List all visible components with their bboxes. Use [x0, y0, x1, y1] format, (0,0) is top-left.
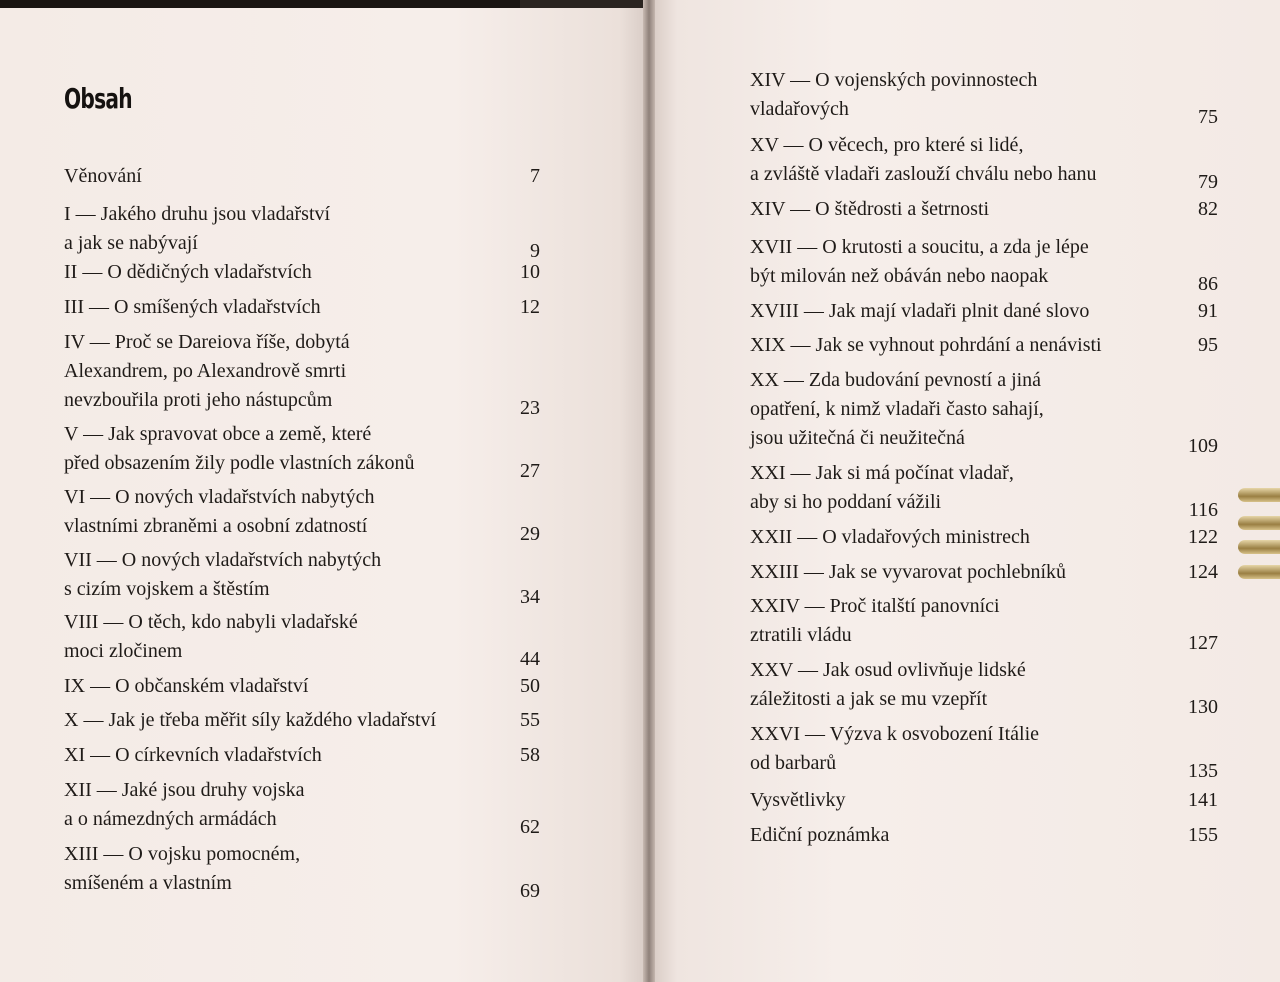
binder-clip — [1238, 565, 1280, 579]
toc-entry-title: XIV — O štědrosti a šetrnosti — [750, 198, 990, 220]
toc-entry-title: XVIII — Jak mají vladaři plnit dané slovo — [750, 300, 1090, 322]
toc-entry-title: před obsazením žily podle vlastních zákonů — [64, 452, 415, 474]
toc-entry-title: VIII — O těch, kdo nabyli vladařské — [64, 611, 358, 633]
toc-entry-title: Ediční poznámka — [750, 824, 890, 846]
toc-entry-title: IX — O občanském vladařství — [64, 675, 309, 697]
binder-clip — [1238, 540, 1280, 554]
binder-clip — [1238, 516, 1280, 530]
toc-page-number: 82 — [1198, 198, 1218, 220]
toc-entry-title: jsou užitečná či neužitečná — [750, 427, 965, 449]
toc-entry — [750, 821, 889, 850]
toc-entry — [750, 297, 1089, 326]
toc-entry-title: ztratili vládu — [750, 624, 852, 646]
toc-entry-title: Věnování — [64, 165, 142, 187]
toc-page-number: 124 — [1188, 561, 1218, 583]
toc-entry-title: moci zločinem — [64, 640, 183, 662]
toc-entry — [750, 523, 1030, 552]
toc-page-number: 155 — [1188, 824, 1218, 846]
toc-entry-title: XVII — O krutosti a soucitu, a zda je lépe — [750, 236, 1089, 258]
toc-entry — [64, 546, 381, 604]
toc-entry-title: vladařových — [750, 98, 849, 120]
toc-entry — [750, 366, 1044, 453]
toc-entry-title: od barbarů — [750, 752, 837, 774]
toc-entry-title: IV — Proč se Dareiova říše, dobytá — [64, 331, 350, 353]
toc-entry-title: XXIV — Proč italští panovníci — [750, 595, 1000, 617]
toc-entry — [750, 558, 1066, 587]
toc-page-number: 23 — [520, 397, 540, 419]
toc-entry-title: nevzbouřila proti jeho nástupcům — [64, 389, 333, 411]
toc-entry-title: smíšeném a vlastním — [64, 872, 232, 894]
book-gutter — [643, 0, 655, 982]
toc-entry-title: I — Jakého druhu jsou vladařství — [64, 203, 331, 225]
toc-page-number: 55 — [520, 709, 540, 731]
toc-entry-title: a jak se nabývají — [64, 232, 198, 254]
toc-entry-title: XXI — Jak si má počínat vladař, — [750, 462, 1014, 484]
toc-entry-title: aby si ho poddaní vážili — [750, 491, 942, 513]
toc-entry — [64, 776, 305, 834]
toc-page-number: 58 — [520, 744, 540, 766]
toc-entry — [64, 840, 300, 898]
toc-page-number: 135 — [1188, 760, 1218, 782]
toc-entry — [750, 233, 1089, 291]
toc-page-number: 141 — [1188, 789, 1218, 811]
toc-entry — [750, 131, 1097, 189]
toc-entry-title: V — Jak spravovat obce a země, které — [64, 423, 372, 445]
toc-entry — [750, 720, 1039, 778]
toc-page-number: 12 — [520, 296, 540, 318]
toc-entry — [750, 786, 846, 815]
toc-entry-title: XX — Zda budování pevností a jiná — [750, 369, 1042, 391]
toc-entry-title: XIV — O vojenských povinnostech — [750, 69, 1038, 91]
toc-page-number: 10 — [520, 261, 540, 283]
toc-entry-title: XIX — Jak se vyhnout pohrdání a nenávisti — [750, 334, 1102, 356]
toc-entry-title: XXII — O vladařových ministrech — [750, 526, 1030, 548]
toc-page-number: 79 — [1198, 171, 1218, 193]
toc-entry — [64, 293, 321, 322]
toc-entry — [750, 459, 1014, 517]
toc-entry-title: vlastními zbraněmi a osobní zdatností — [64, 515, 368, 537]
toc-page-number: 62 — [520, 816, 540, 838]
toc-page-number: 75 — [1198, 106, 1218, 128]
toc-entry-title: XI — O církevních vladařstvích — [64, 744, 322, 766]
toc-entry — [64, 200, 330, 258]
toc-page-number: 7 — [530, 165, 540, 187]
toc-page-number: 130 — [1188, 696, 1218, 718]
toc-entry-title: být milován než obáván nebo naopak — [750, 265, 1049, 287]
toc-entry — [64, 258, 312, 287]
toc-entry — [750, 331, 1102, 360]
toc-entry-title: X — Jak je třeba měřit síly každého vladařství — [64, 709, 437, 731]
toc-page-number: 86 — [1198, 273, 1218, 295]
toc-entry — [64, 162, 142, 191]
toc-page-number: 27 — [520, 460, 540, 482]
toc-entry — [750, 592, 1000, 650]
toc-entry-title: III — O smíšených vladařstvích — [64, 296, 321, 318]
toc-entry — [750, 195, 989, 224]
toc-entry-title: s cizím vojskem a štěstím — [64, 578, 270, 600]
toc-page-number: 29 — [520, 523, 540, 545]
toc-entry-title: XXIII — Jak se vyvarovat pochlebníků — [750, 561, 1067, 583]
toc-entry — [64, 483, 374, 541]
toc-entry — [64, 672, 308, 701]
toc-entry-title: XXV — Jak osud ovlivňuje lidské — [750, 659, 1026, 681]
toc-page-number: 44 — [520, 648, 540, 670]
toc-entry-title: VI — O nových vladařstvích nabytých — [64, 486, 375, 508]
toc-page-number: 9 — [530, 240, 540, 262]
page-title: Obsah — [64, 82, 132, 115]
toc-entry-title: a o námezdných armádách — [64, 808, 277, 830]
toc-entry — [64, 420, 414, 478]
toc-entry — [750, 66, 1037, 124]
toc-entry-title: záležitosti a jak se mu vzepřít — [750, 688, 988, 710]
toc-entry — [750, 656, 1026, 714]
toc-entry-title: a zvláště vladaři zaslouží chválu nebo hanu — [750, 163, 1097, 185]
toc-entry-title: XV — O věcech, pro které si lidé, — [750, 134, 1024, 156]
toc-entry — [64, 741, 322, 770]
toc-entry — [64, 706, 436, 735]
toc-entry-title: opatření, k nimž vladaři často sahají, — [750, 398, 1044, 420]
toc-page-number: 34 — [520, 586, 540, 608]
binder-clip — [1238, 488, 1280, 502]
toc-page-number: 122 — [1188, 526, 1218, 548]
toc-page-number: 95 — [1198, 334, 1218, 356]
toc-entry-title: XIII — O vojsku pomocném, — [64, 843, 301, 865]
toc-page-number: 50 — [520, 675, 540, 697]
toc-entry — [64, 608, 358, 666]
toc-entry-title: XII — Jaké jsou druhy vojska — [64, 779, 305, 801]
toc-page-number: 69 — [520, 880, 540, 902]
toc-entry-title: Vysvětlivky — [750, 789, 846, 811]
toc-entry-title: II — O dědičných vladařstvích — [64, 261, 312, 283]
toc-page-number: 91 — [1198, 300, 1218, 322]
toc-entry-title: XXVI — Výzva k osvobození Itálie — [750, 723, 1040, 745]
toc-page-number: 109 — [1188, 435, 1218, 457]
toc-entry — [64, 328, 350, 415]
toc-entry-title: VII — O nových vladařstvích nabytých — [64, 549, 382, 571]
toc-page-number: 127 — [1188, 632, 1218, 654]
toc-entry-title: Alexandrem, po Alexandrově smrti — [64, 360, 347, 382]
toc-page-number: 116 — [1188, 499, 1218, 521]
